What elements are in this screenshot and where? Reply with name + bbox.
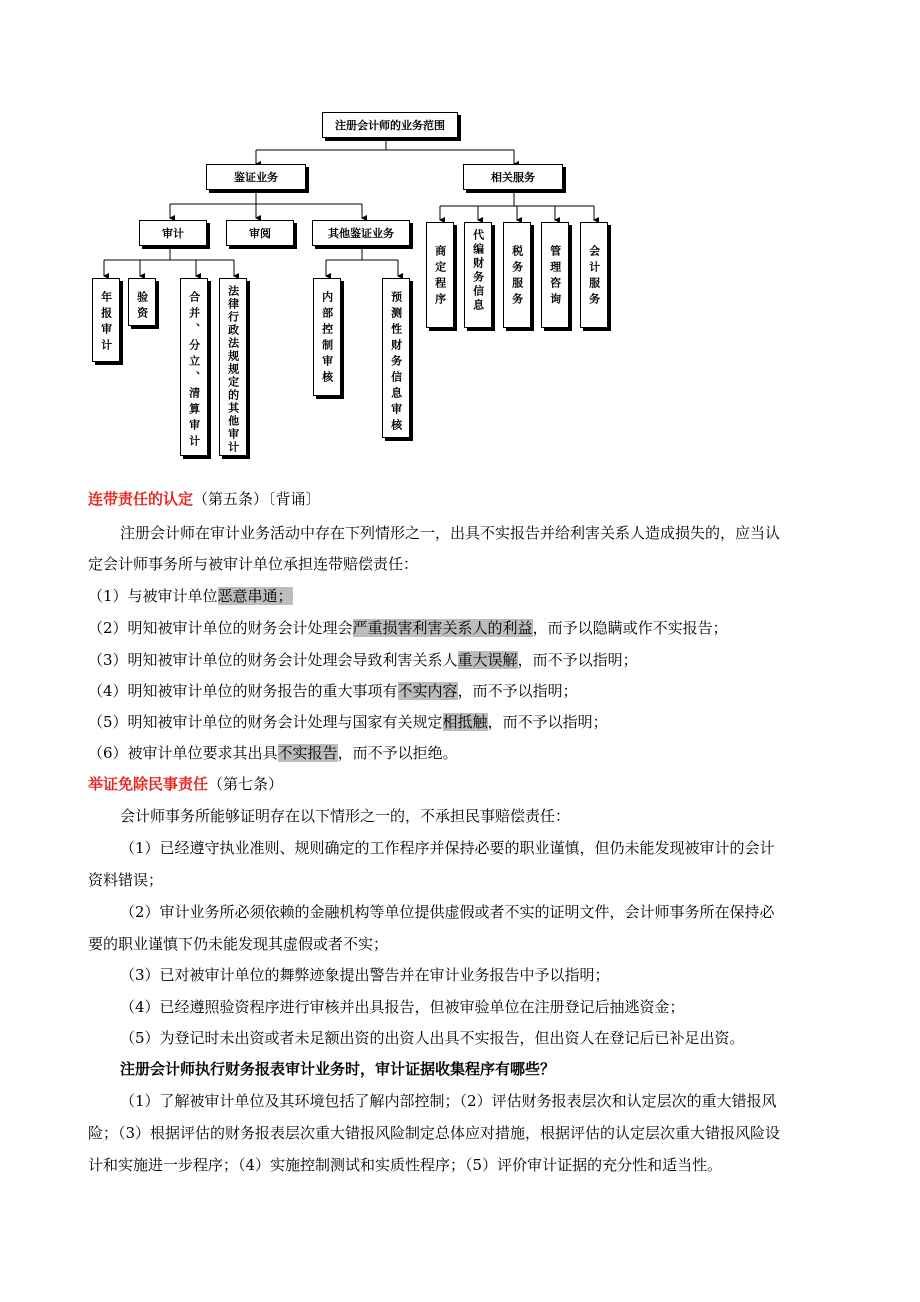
- chart-legal-audit: [219, 278, 247, 456]
- chart-related: [463, 164, 563, 190]
- sec1-i6-highlight: 不实报告: [277, 744, 338, 762]
- sec1-heading: [88, 488, 321, 510]
- chart-internal-control-label: 内部控制审核: [320, 291, 334, 387]
- sec1-i2-text: （2）明知被审计单位的财务会计处理会: [88, 619, 353, 637]
- sec1-i4-text: （4）明知被审计单位的财务报告的重大事项有: [88, 682, 398, 700]
- chart-merger-audit: [180, 278, 208, 456]
- sec1-item-1: [88, 585, 293, 607]
- sec1-i1-text: （1）与被审计单位: [88, 587, 218, 605]
- chart-agreed-procedures: [426, 222, 454, 328]
- chart-audit-label: 审计: [162, 227, 184, 240]
- sec2-item-5: （5）为登记时未出资或者未足额出资的出资人出具不实报告，但出资人在登记后已补足出资。: [120, 1029, 745, 1047]
- sec3-answer-line1: （1）了解被审计单位及其环境包括了解内部控制；（2）评估财务报表层次和认定层次的重大错报风: [120, 1092, 777, 1110]
- chart-review-label: 审阅: [249, 227, 271, 240]
- sec1-i1-highlight: 恶意串通；: [217, 587, 293, 605]
- sec1-item-2: [88, 617, 728, 639]
- sec2-heading: [88, 773, 283, 795]
- sec1-i6-tail: ，而不予以拒绝。: [337, 744, 458, 762]
- sec1-i2-tail: ，而予以隐瞒或作不实报告；: [532, 619, 728, 637]
- chart-other-assurance-label: 其他鉴证业务: [328, 227, 394, 240]
- chart-forecast-label: 预测性财务信息审核: [389, 291, 403, 435]
- sec1-item-4: [88, 680, 578, 702]
- sec2-intro: 会计师事务所能够证明存在以下情形之一的，不承担民事赔偿责任：: [120, 807, 571, 825]
- sec1-intro-line1: 注册会计师在审计业务活动中存在下列情形之一，出具不实报告并给利害关系人造成损失的，应当认: [120, 524, 781, 542]
- chart-review: [226, 220, 294, 246]
- chart-connectors: [0, 0, 920, 470]
- chart-capital-verification: [128, 278, 156, 326]
- chart-agreed-procedures-label: 商定程序: [433, 245, 447, 309]
- sec1-i4-tail: ，而不予以指明；: [457, 682, 578, 700]
- sec1-i5-highlight: 相抵触: [442, 713, 488, 731]
- chart-annual-audit-label: 年报审计: [99, 291, 113, 355]
- sec3-answer-line2: 险；（3）根据评估的财务报表层次重大错报风险制定总体应对措施，根据评估的认定层次重大错报风险设: [88, 1124, 781, 1142]
- chart-legal-audit-label: 法律行政法规规定的其他审计: [226, 285, 240, 454]
- sec1-i5-text: （5）明知被审计单位的财务会计处理与国家有关规定: [88, 713, 443, 731]
- chart-compilation: [464, 222, 492, 328]
- sec3-answer-line3: 计和实施进一步程序；（4）实施控制测试和实质性程序；（5）评价审计证据的充分性和适当性。: [88, 1156, 723, 1174]
- sec2-item-1-line1: （1）已经遵守执业准则、规则确定的工作程序并保持必要的职业谨慎，但仍未能发现被审计的会计: [120, 839, 775, 857]
- chart-assurance: [206, 164, 306, 190]
- sec2-item-4: （4）已经遵照验资程序进行审核并出具报告，但被审验单位在注册登记后抽逃资金；: [120, 998, 685, 1016]
- chart-management-consulting: [541, 222, 569, 328]
- sec2-item-1-line2: 资料错误；: [88, 871, 164, 889]
- chart-forecast: [382, 278, 410, 438]
- chart-accounting: [580, 222, 608, 328]
- chart-root: [322, 112, 458, 138]
- sec1-intro-line2: 定会计师事务所与被审计单位承担连带赔偿责任：: [88, 555, 419, 573]
- sec2-title-suffix: （第七条）: [208, 775, 284, 793]
- chart-merger-audit-label: 合并、分立、清算审计: [187, 291, 201, 451]
- sec1-i3-tail: ，而不予以指明；: [517, 651, 638, 669]
- sec1-title: 连带责任的认定: [88, 490, 194, 508]
- sec1-i2-highlight: 严重损害利害关系人的利益: [352, 619, 533, 637]
- sec1-i3-highlight: 重大误解: [457, 651, 518, 669]
- sec2-item-2-line1: （2）审计业务所必须依赖的金融机构等单位提供虚假或者不实的证明文件，会计师事务所在保持必: [120, 903, 775, 921]
- chart-internal-control: [313, 278, 341, 396]
- sec1-i3-text: （3）明知被审计单位的财务会计处理会导致利害关系人: [88, 651, 458, 669]
- sec1-item-5: [88, 711, 608, 733]
- sec2-item-2-line2: 要的职业谨慎下仍未能发现其虚假或者不实；: [88, 935, 389, 953]
- chart-compilation-label: 代编财务信息: [471, 229, 485, 313]
- sec1-i5-tail: ，而不予以指明；: [487, 713, 608, 731]
- sec2-item-3: （3）已对被审计单位的舞弊迹象提出警告并在审计业务报告中予以指明；: [120, 966, 610, 984]
- chart-tax-label: 税务服务: [510, 245, 524, 309]
- sec1-item-3: [88, 649, 638, 671]
- business-scope-chart: [0, 0, 920, 470]
- sec1-i6-text: （6）被审计单位要求其出具: [88, 744, 278, 762]
- chart-related-label: 相关服务: [491, 171, 535, 184]
- chart-management-consulting-label: 管理咨询: [548, 245, 562, 309]
- chart-other-assurance: [312, 220, 410, 246]
- chart-audit: [139, 220, 207, 246]
- chart-accounting-label: 会计服务: [587, 245, 601, 309]
- sec2-title: 举证免除民事责任: [88, 775, 209, 793]
- sec1-i4-highlight: 不实内容: [397, 682, 458, 700]
- sec1-item-6: [88, 742, 458, 764]
- chart-tax: [503, 222, 531, 328]
- chart-capital-verification-label: 验资: [135, 291, 149, 323]
- sec1-title-suffix: （第五条）〔背诵〕: [193, 490, 321, 508]
- chart-root-label: 注册会计师的业务范围: [335, 119, 445, 132]
- sec3-question: 注册会计师执行财务报表审计业务时，审计证据收集程序有哪些？: [120, 1060, 556, 1078]
- chart-annual-audit: [92, 278, 120, 362]
- chart-assurance-label: 鉴证业务: [234, 171, 278, 184]
